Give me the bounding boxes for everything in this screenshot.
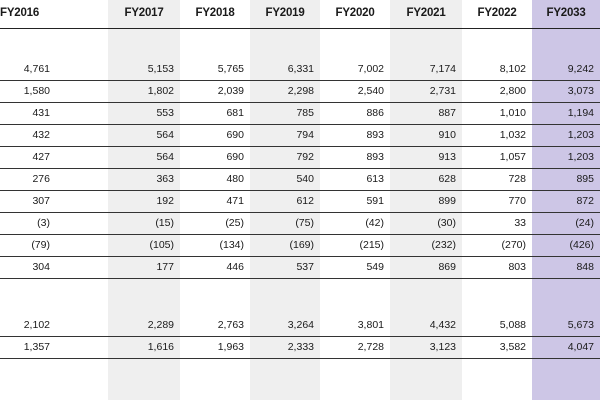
table-cell: 2,039 bbox=[217, 85, 244, 97]
table-row bbox=[0, 212, 600, 235]
table-cell: (3) bbox=[37, 217, 50, 229]
table-cell: 2,728 bbox=[357, 341, 384, 353]
table-cell: (79) bbox=[31, 239, 50, 251]
table-cell: 681 bbox=[226, 107, 244, 119]
table-cell: 1,357 bbox=[23, 341, 50, 353]
table-cell: 537 bbox=[296, 261, 314, 273]
table-cell: 612 bbox=[296, 195, 314, 207]
table-cell: 177 bbox=[156, 261, 174, 273]
table-cell: (215) bbox=[359, 239, 384, 251]
table-cell: 3,801 bbox=[357, 319, 384, 331]
table-row bbox=[0, 146, 600, 169]
table-cell: 770 bbox=[508, 195, 526, 207]
table-cell: 628 bbox=[438, 173, 456, 185]
table-cell: 363 bbox=[156, 173, 174, 185]
table-cell: 792 bbox=[296, 151, 314, 163]
table-cell: 613 bbox=[366, 173, 384, 185]
table-row bbox=[0, 190, 600, 213]
table-cell: 5,153 bbox=[147, 63, 174, 75]
table-cell: 540 bbox=[296, 173, 314, 185]
table-cell: 591 bbox=[366, 195, 384, 207]
table-cell: 3,073 bbox=[567, 85, 594, 97]
table-cell: 794 bbox=[296, 129, 314, 141]
table-row bbox=[0, 168, 600, 191]
table-cell: 3,582 bbox=[499, 341, 526, 353]
column-header: FY2018 bbox=[195, 7, 235, 19]
table-cell: 276 bbox=[32, 173, 50, 185]
table-cell: (232) bbox=[431, 239, 456, 251]
table-cell: 3,123 bbox=[429, 341, 456, 353]
table-cell: (169) bbox=[289, 239, 314, 251]
table-cell: 887 bbox=[438, 107, 456, 119]
table-cell: (30) bbox=[437, 217, 456, 229]
table-cell: 785 bbox=[296, 107, 314, 119]
table-cell: 895 bbox=[576, 173, 594, 185]
table-cell: 564 bbox=[156, 151, 174, 163]
table-cell: 1,194 bbox=[567, 107, 594, 119]
table-cell: 803 bbox=[508, 261, 526, 273]
table-row bbox=[0, 58, 600, 81]
table-cell: (15) bbox=[155, 217, 174, 229]
column-header: FY2022 bbox=[477, 7, 517, 19]
table-cell: 4,047 bbox=[567, 341, 594, 353]
table-cell: 899 bbox=[438, 195, 456, 207]
table-cell: (75) bbox=[295, 217, 314, 229]
table-cell: 869 bbox=[438, 261, 456, 273]
column-header: FY2021 bbox=[406, 7, 446, 19]
table-cell: 872 bbox=[576, 195, 594, 207]
table-cell: 4,432 bbox=[429, 319, 456, 331]
table-row bbox=[0, 234, 600, 257]
table-cell: 2,298 bbox=[287, 85, 314, 97]
table-cell: 8,102 bbox=[499, 63, 526, 75]
table-cell: (134) bbox=[219, 239, 244, 251]
table-cell: 446 bbox=[226, 261, 244, 273]
table-cell: 728 bbox=[508, 173, 526, 185]
table-cell: 431 bbox=[32, 107, 50, 119]
column-header: FY2020 bbox=[335, 7, 375, 19]
table-cell: 913 bbox=[438, 151, 456, 163]
table-cell: 893 bbox=[366, 129, 384, 141]
table-cell: 5,088 bbox=[499, 319, 526, 331]
table-cell: 848 bbox=[576, 261, 594, 273]
table-cell: 2,731 bbox=[429, 85, 456, 97]
table-cell: 6,331 bbox=[287, 63, 314, 75]
table-cell: 2,333 bbox=[287, 341, 314, 353]
table-cell: 9,242 bbox=[567, 63, 594, 75]
table-cell: (105) bbox=[149, 239, 174, 251]
table-cell: 893 bbox=[366, 151, 384, 163]
table-cell: 1,963 bbox=[217, 341, 244, 353]
table-cell: 2,763 bbox=[217, 319, 244, 331]
column-header: FY2016 bbox=[0, 7, 40, 19]
table-cell: 690 bbox=[226, 129, 244, 141]
table-cell: (24) bbox=[575, 217, 594, 229]
table-cell: 1,032 bbox=[499, 129, 526, 141]
table-cell: 2,102 bbox=[23, 319, 50, 331]
table-cell: 5,673 bbox=[567, 319, 594, 331]
table-cell: 7,002 bbox=[357, 63, 384, 75]
table-row bbox=[0, 336, 600, 359]
table-cell: (25) bbox=[225, 217, 244, 229]
table-cell: 2,289 bbox=[147, 319, 174, 331]
header-row bbox=[0, 0, 600, 29]
table-cell: 1,203 bbox=[567, 151, 594, 163]
table-cell: 4,761 bbox=[23, 63, 50, 75]
table-cell: 307 bbox=[32, 195, 50, 207]
table-row bbox=[0, 314, 600, 337]
table-row bbox=[0, 256, 600, 279]
table-cell: 910 bbox=[438, 129, 456, 141]
table-cell: 427 bbox=[32, 151, 50, 163]
table-cell: 192 bbox=[156, 195, 174, 207]
table-cell: 304 bbox=[32, 261, 50, 273]
table-cell: 690 bbox=[226, 151, 244, 163]
table-cell: (42) bbox=[365, 217, 384, 229]
table-cell: 5,765 bbox=[217, 63, 244, 75]
table-cell: 1,057 bbox=[499, 151, 526, 163]
table-cell: 2,540 bbox=[357, 85, 384, 97]
column-header: FY2033 bbox=[546, 7, 586, 19]
table-cell: 2,800 bbox=[499, 85, 526, 97]
table-cell: 886 bbox=[366, 107, 384, 119]
table-cell: 33 bbox=[514, 217, 526, 229]
table-cell: 480 bbox=[226, 173, 244, 185]
column-header: FY2019 bbox=[265, 7, 305, 19]
table-cell: 549 bbox=[366, 261, 384, 273]
table-cell: 1,010 bbox=[499, 107, 526, 119]
table-cell: 432 bbox=[32, 129, 50, 141]
table-row bbox=[0, 102, 600, 125]
table-cell: 1,802 bbox=[147, 85, 174, 97]
table-cell: (426) bbox=[569, 239, 594, 251]
table-cell: 1,203 bbox=[567, 129, 594, 141]
table-row bbox=[0, 80, 600, 103]
table-cell: 3,264 bbox=[287, 319, 314, 331]
table-cell: 564 bbox=[156, 129, 174, 141]
table-cell: 1,580 bbox=[23, 85, 50, 97]
table-cell: 1,616 bbox=[147, 341, 174, 353]
table-cell: 471 bbox=[226, 195, 244, 207]
table-cell: (270) bbox=[501, 239, 526, 251]
table-cell: 7,174 bbox=[429, 63, 456, 75]
column-header: FY2017 bbox=[124, 7, 164, 19]
table-cell: 553 bbox=[156, 107, 174, 119]
table-row bbox=[0, 124, 600, 147]
